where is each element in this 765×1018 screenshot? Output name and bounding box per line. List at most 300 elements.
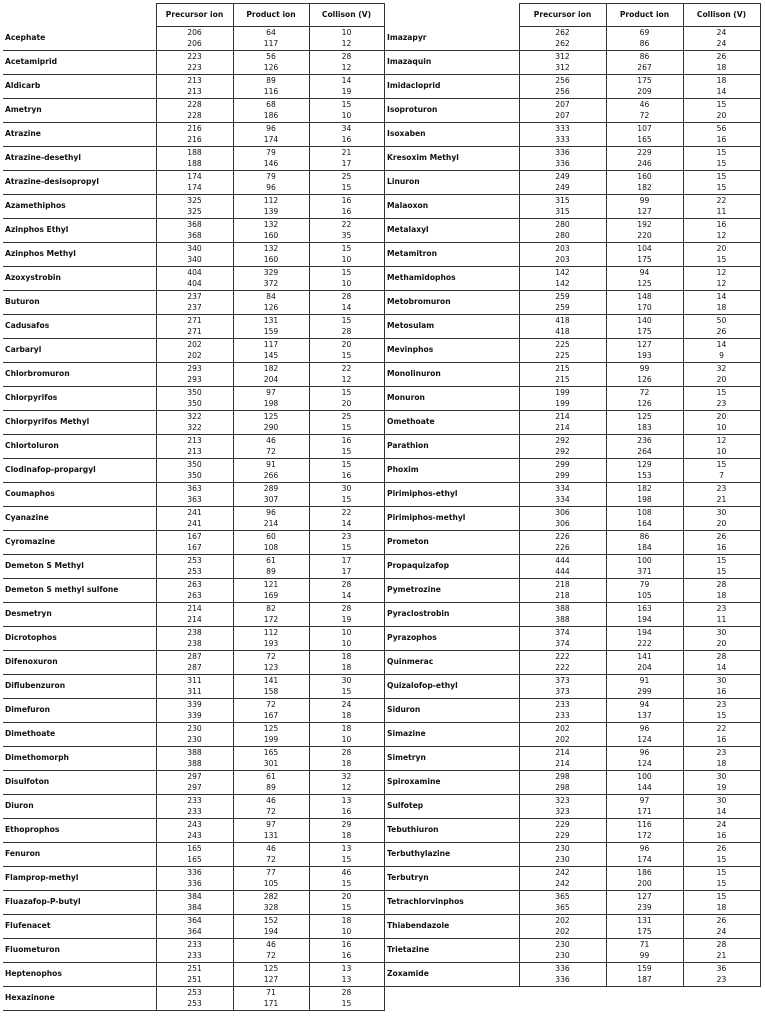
collision-value: 22: [341, 364, 352, 373]
table-row: [3, 314, 384, 338]
product-value: 159: [263, 327, 279, 336]
product-cell: [233, 386, 309, 410]
collision-value: 23: [716, 975, 727, 984]
product-cell: [233, 266, 309, 290]
collision-value: 15: [341, 543, 352, 552]
product-value: 99: [639, 951, 650, 960]
collision-value: 12: [341, 783, 352, 792]
product-value: 97: [266, 388, 276, 397]
precursor-value: 226: [555, 543, 570, 552]
compound-name: Propaquizafop: [385, 554, 519, 578]
precursor-value: 292: [555, 436, 570, 445]
product-value: 290: [263, 423, 279, 432]
product-value: 198: [637, 495, 652, 504]
product-value: 91: [266, 460, 276, 469]
collision-value: 15: [716, 868, 727, 877]
collision-cell: [309, 146, 384, 170]
collision-value: 18: [716, 903, 727, 912]
table-row: [3, 218, 384, 242]
collision-value: 28: [716, 940, 727, 949]
product-value: 100: [637, 772, 652, 781]
precursor-cell: [156, 698, 233, 722]
table-row: [3, 986, 384, 1010]
table-row: [3, 290, 384, 314]
precursor-value: 249: [555, 183, 570, 192]
product-value: 194: [637, 628, 652, 637]
precursor-value: 218: [555, 591, 570, 600]
collision-cell: [309, 914, 384, 938]
collision-value: 18: [716, 303, 727, 312]
collision-value: 12: [716, 231, 727, 240]
product-cell: [233, 482, 309, 506]
compound-name: Prometon: [385, 530, 519, 554]
precursor-value: 249: [555, 172, 570, 181]
precursor-value: 222: [555, 663, 570, 672]
compound-name: Pyrazophos: [385, 626, 519, 650]
collision-value: 30: [716, 628, 727, 637]
compound-name: Chlorbromuron: [3, 362, 156, 386]
collision-value: 10: [341, 279, 352, 288]
precursor-value: 271: [187, 327, 202, 336]
collision-value: 15: [341, 447, 352, 456]
precursor-value: 203: [555, 255, 570, 264]
collision-cell: [309, 554, 384, 578]
collision-cell: [683, 554, 760, 578]
table-row: [3, 482, 384, 506]
compound-name: Azamethiphos: [3, 194, 156, 218]
precursor-cell: [156, 338, 233, 362]
table-row: [3, 338, 384, 362]
product-cell: [233, 842, 309, 866]
collision-cell: [683, 27, 760, 51]
precursor-cell: [519, 890, 606, 914]
precursor-value: 311: [187, 676, 202, 685]
precursor-cell: [519, 650, 606, 674]
product-value: 46: [266, 436, 276, 445]
precursor-value: 230: [555, 844, 570, 853]
collision-value: 15: [716, 172, 727, 181]
precursor-value: 174: [187, 183, 202, 192]
compound-name: Buturon: [3, 290, 156, 314]
table-row: [385, 122, 760, 146]
collision-cell: [683, 338, 760, 362]
product-value: 174: [637, 855, 652, 864]
precursor-cell: [156, 530, 233, 554]
collision-value: 21: [341, 148, 352, 157]
precursor-cell: [519, 722, 606, 746]
precursor-value: 339: [187, 711, 202, 720]
product-value: 153: [637, 471, 652, 480]
table-row: [385, 578, 760, 602]
product-value: 68: [266, 100, 276, 109]
product-value: 204: [637, 663, 652, 672]
precursor-cell: [519, 602, 606, 626]
collision-value: 15: [341, 388, 352, 397]
product-value: 246: [637, 159, 652, 168]
product-cell: [233, 458, 309, 482]
product-cell: [606, 914, 683, 938]
header-row: [385, 4, 760, 27]
precursor-value: 188: [187, 148, 202, 157]
collision-cell: [309, 530, 384, 554]
precursor-value: 262: [555, 39, 570, 49]
precursor-value: 188: [187, 159, 202, 168]
product-value: 267: [637, 63, 652, 72]
product-cell: [606, 962, 683, 986]
compound-name: Dimethomorph: [3, 746, 156, 770]
collision-value: 16: [716, 135, 727, 144]
product-value: 148: [637, 292, 652, 301]
precursor-value: 384: [187, 892, 202, 901]
precursor-value: 199: [555, 399, 570, 408]
product-cell: [606, 338, 683, 362]
compound-name: Ethoprophos: [3, 818, 156, 842]
precursor-value: 233: [187, 951, 202, 960]
compound-name: Heptenophos: [3, 962, 156, 986]
table-row: [385, 290, 760, 314]
product-cell: [606, 122, 683, 146]
header-collision: Collison (V): [309, 4, 384, 27]
product-value: 72: [266, 855, 276, 864]
collision-cell: [683, 698, 760, 722]
collision-value: 34: [341, 124, 352, 133]
table-row: [3, 890, 384, 914]
product-value: 46: [639, 100, 650, 109]
precursor-cell: [156, 770, 233, 794]
collision-cell: [683, 266, 760, 290]
collision-value: 16: [341, 135, 352, 144]
collision-value: 10: [341, 255, 352, 264]
table-row: [385, 842, 760, 866]
collision-value: 13: [341, 975, 352, 984]
precursor-value: 207: [555, 111, 570, 120]
table-row: [3, 98, 384, 122]
compound-name: Parathion: [385, 434, 519, 458]
collision-cell: [309, 722, 384, 746]
product-cell: [233, 674, 309, 698]
table-row: [385, 650, 760, 674]
collision-cell: [309, 218, 384, 242]
precursor-value: 202: [555, 916, 570, 925]
precursor-value: 242: [555, 868, 570, 877]
precursor-cell: [519, 386, 606, 410]
precursor-value: 199: [555, 388, 570, 397]
precursor-cell: [519, 194, 606, 218]
table-row: [385, 266, 760, 290]
collision-value: 23: [716, 700, 727, 709]
precursor-value: 404: [187, 279, 202, 288]
compound-name: Siduron: [385, 698, 519, 722]
product-value: 60: [266, 532, 276, 541]
product-value: 132: [263, 220, 279, 229]
product-value: 187: [637, 975, 652, 984]
product-value: 184: [637, 543, 652, 552]
table-row: [3, 194, 384, 218]
precursor-value: 259: [555, 303, 570, 312]
product-value: 126: [263, 303, 279, 312]
collision-cell: [309, 194, 384, 218]
compound-name: Omethoate: [385, 410, 519, 434]
product-value: 141: [263, 676, 279, 685]
product-value: 72: [266, 807, 276, 816]
table-row: [3, 722, 384, 746]
product-value: 299: [637, 687, 652, 696]
collision-value: 18: [341, 711, 352, 720]
collision-value: 18: [716, 759, 727, 768]
right-table: [385, 3, 761, 987]
table-row: [385, 194, 760, 218]
product-value: 86: [639, 532, 650, 541]
precursor-cell: [156, 626, 233, 650]
product-cell: [606, 98, 683, 122]
product-value: 46: [266, 844, 276, 853]
collision-value: 18: [716, 63, 727, 72]
collision-value: 22: [341, 220, 352, 229]
precursor-value: 388: [187, 759, 202, 768]
precursor-value: 174: [187, 172, 202, 181]
collision-value: 15: [716, 855, 727, 864]
collision-value: 30: [716, 772, 727, 781]
table-row: [3, 746, 384, 770]
compound-name: Dicrotophos: [3, 626, 156, 650]
precursor-value: 336: [555, 975, 570, 984]
product-value: 112: [263, 196, 279, 205]
product-cell: [233, 74, 309, 98]
product-value: 89: [266, 783, 276, 792]
precursor-value: 229: [555, 831, 570, 840]
precursor-cell: [156, 386, 233, 410]
product-value: 112: [263, 628, 279, 637]
precursor-value: 363: [187, 484, 202, 493]
precursor-value: 263: [187, 580, 202, 589]
compound-name: Cyromazine: [3, 530, 156, 554]
product-value: 126: [637, 399, 652, 408]
product-value: 186: [637, 868, 652, 877]
compound-name: Imazapyr: [385, 27, 519, 51]
precursor-cell: [156, 170, 233, 194]
product-value: 183: [637, 423, 652, 432]
collision-value: 12: [716, 279, 727, 288]
precursor-cell: [156, 266, 233, 290]
product-value: 117: [263, 39, 279, 49]
product-value: 194: [637, 615, 652, 624]
table-row: [3, 266, 384, 290]
product-value: 144: [637, 783, 652, 792]
precursor-value: 214: [555, 423, 570, 432]
collision-value: 13: [341, 796, 352, 805]
product-cell: [233, 770, 309, 794]
compound-name: Coumaphos: [3, 482, 156, 506]
precursor-value: 299: [555, 471, 570, 480]
precursor-value: 350: [187, 388, 202, 397]
header-product: Product ion: [606, 4, 683, 27]
product-cell: [606, 674, 683, 698]
product-value: 282: [263, 892, 279, 901]
collision-value: 18: [341, 663, 352, 672]
product-value: 169: [263, 591, 279, 600]
product-value: 266: [263, 471, 279, 480]
collision-cell: [309, 362, 384, 386]
product-value: 163: [637, 604, 652, 613]
product-value: 121: [263, 580, 279, 589]
product-cell: [606, 746, 683, 770]
precursor-cell: [156, 914, 233, 938]
product-value: 152: [263, 916, 279, 925]
precursor-cell: [519, 698, 606, 722]
precursor-value: 322: [187, 412, 202, 421]
product-value: 182: [637, 183, 652, 192]
table-row: [3, 914, 384, 938]
product-value: 96: [639, 844, 650, 853]
product-value: 193: [263, 639, 279, 648]
left-table: [3, 3, 385, 1011]
product-value: 125: [263, 964, 279, 973]
collision-cell: [309, 890, 384, 914]
collision-cell: [683, 458, 760, 482]
table-row: [385, 530, 760, 554]
compound-name: Aldicarb: [3, 74, 156, 98]
collision-value: 10: [341, 927, 352, 936]
product-value: 199: [263, 735, 279, 744]
table-row: [385, 458, 760, 482]
collision-value: 7: [719, 471, 724, 480]
collision-value: 17: [341, 159, 352, 168]
precursor-cell: [156, 986, 233, 1010]
collision-value: 18: [341, 759, 352, 768]
table-row: [3, 170, 384, 194]
precursor-cell: [156, 554, 233, 578]
collision-value: 15: [716, 100, 727, 109]
precursor-cell: [519, 482, 606, 506]
product-value: 165: [263, 748, 279, 757]
collision-cell: [309, 674, 384, 698]
precursor-value: 280: [555, 231, 570, 240]
collision-cell: [683, 938, 760, 962]
collision-value: 14: [341, 303, 352, 312]
product-value: 96: [266, 183, 276, 192]
compound-name: Flufenacet: [3, 914, 156, 938]
product-cell: [233, 986, 309, 1010]
product-value: 171: [263, 999, 279, 1008]
collision-value: 12: [341, 375, 352, 384]
collision-value: 30: [716, 676, 727, 685]
header-precursor: Precursor ion: [519, 4, 606, 27]
collision-cell: [683, 794, 760, 818]
table-row: [385, 434, 760, 458]
collision-value: 14: [341, 76, 352, 85]
collision-value: 35: [341, 231, 352, 240]
collision-cell: [683, 290, 760, 314]
precursor-value: 222: [555, 652, 570, 661]
precursor-value: 368: [187, 220, 202, 229]
product-value: 301: [263, 759, 279, 768]
precursor-value: 256: [555, 76, 570, 85]
product-cell: [233, 314, 309, 338]
collision-value: 18: [341, 724, 352, 733]
product-value: 170: [637, 303, 652, 312]
precursor-value: 444: [555, 556, 570, 565]
product-value: 239: [637, 903, 652, 912]
precursor-cell: [519, 314, 606, 338]
precursor-value: 142: [555, 268, 570, 277]
collision-value: 26: [716, 844, 727, 853]
collision-value: 25: [341, 172, 352, 181]
compound-name: Metosulam: [385, 314, 519, 338]
collision-value: 15: [716, 148, 727, 157]
collision-value: 24: [716, 39, 727, 49]
collision-value: 26: [716, 532, 727, 541]
precursor-cell: [156, 410, 233, 434]
collision-value: 14: [716, 87, 727, 96]
precursor-value: 271: [187, 316, 202, 325]
precursor-cell: [156, 866, 233, 890]
product-cell: [233, 218, 309, 242]
product-cell: [606, 27, 683, 51]
collision-cell: [683, 962, 760, 986]
collision-value: 20: [716, 639, 727, 648]
precursor-cell: [156, 962, 233, 986]
collision-value: 15: [341, 316, 352, 325]
compound-name: Carbaryl: [3, 338, 156, 362]
product-value: 64: [266, 28, 276, 38]
collision-value: 15: [716, 567, 727, 576]
precursor-value: 299: [555, 460, 570, 469]
precursor-value: 306: [555, 508, 570, 517]
product-cell: [233, 27, 309, 51]
collision-value: 20: [341, 892, 352, 901]
product-value: 229: [637, 148, 652, 157]
compound-name: Linuron: [385, 170, 519, 194]
product-value: 91: [639, 676, 650, 685]
collision-value: 19: [341, 615, 352, 624]
precursor-value: 214: [187, 615, 202, 624]
collision-value: 15: [341, 351, 352, 360]
precursor-value: 226: [555, 532, 570, 541]
collision-value: 28: [341, 748, 352, 757]
collision-value: 14: [716, 663, 727, 672]
table-row: [3, 458, 384, 482]
compound-name: Isoproturon: [385, 98, 519, 122]
collision-cell: [683, 818, 760, 842]
product-cell: [606, 482, 683, 506]
table-row: [3, 770, 384, 794]
product-value: 124: [637, 735, 652, 744]
collision-value: 28: [341, 988, 352, 997]
compound-name: Atrazine: [3, 122, 156, 146]
compound-name: Isoxaben: [385, 122, 519, 146]
collision-value: 16: [716, 735, 727, 744]
precursor-value: 230: [187, 724, 202, 733]
product-value: 159: [637, 964, 652, 973]
product-value: 174: [263, 135, 279, 144]
precursor-value: 298: [555, 772, 570, 781]
precursor-cell: [519, 458, 606, 482]
product-value: 84: [266, 292, 276, 301]
table-row: [385, 338, 760, 362]
precursor-value: 142: [555, 279, 570, 288]
product-value: 97: [639, 796, 650, 805]
collision-value: 20: [716, 412, 727, 421]
collision-value: 15: [341, 100, 352, 109]
precursor-value: 256: [555, 87, 570, 96]
product-cell: [233, 938, 309, 962]
product-cell: [233, 122, 309, 146]
compound-name: Atrazine-desethyl: [3, 146, 156, 170]
table-row: [3, 146, 384, 170]
product-value: 71: [639, 940, 650, 949]
precursor-value: 203: [555, 244, 570, 253]
compound-name: Pirimiphos-ethyl: [385, 482, 519, 506]
